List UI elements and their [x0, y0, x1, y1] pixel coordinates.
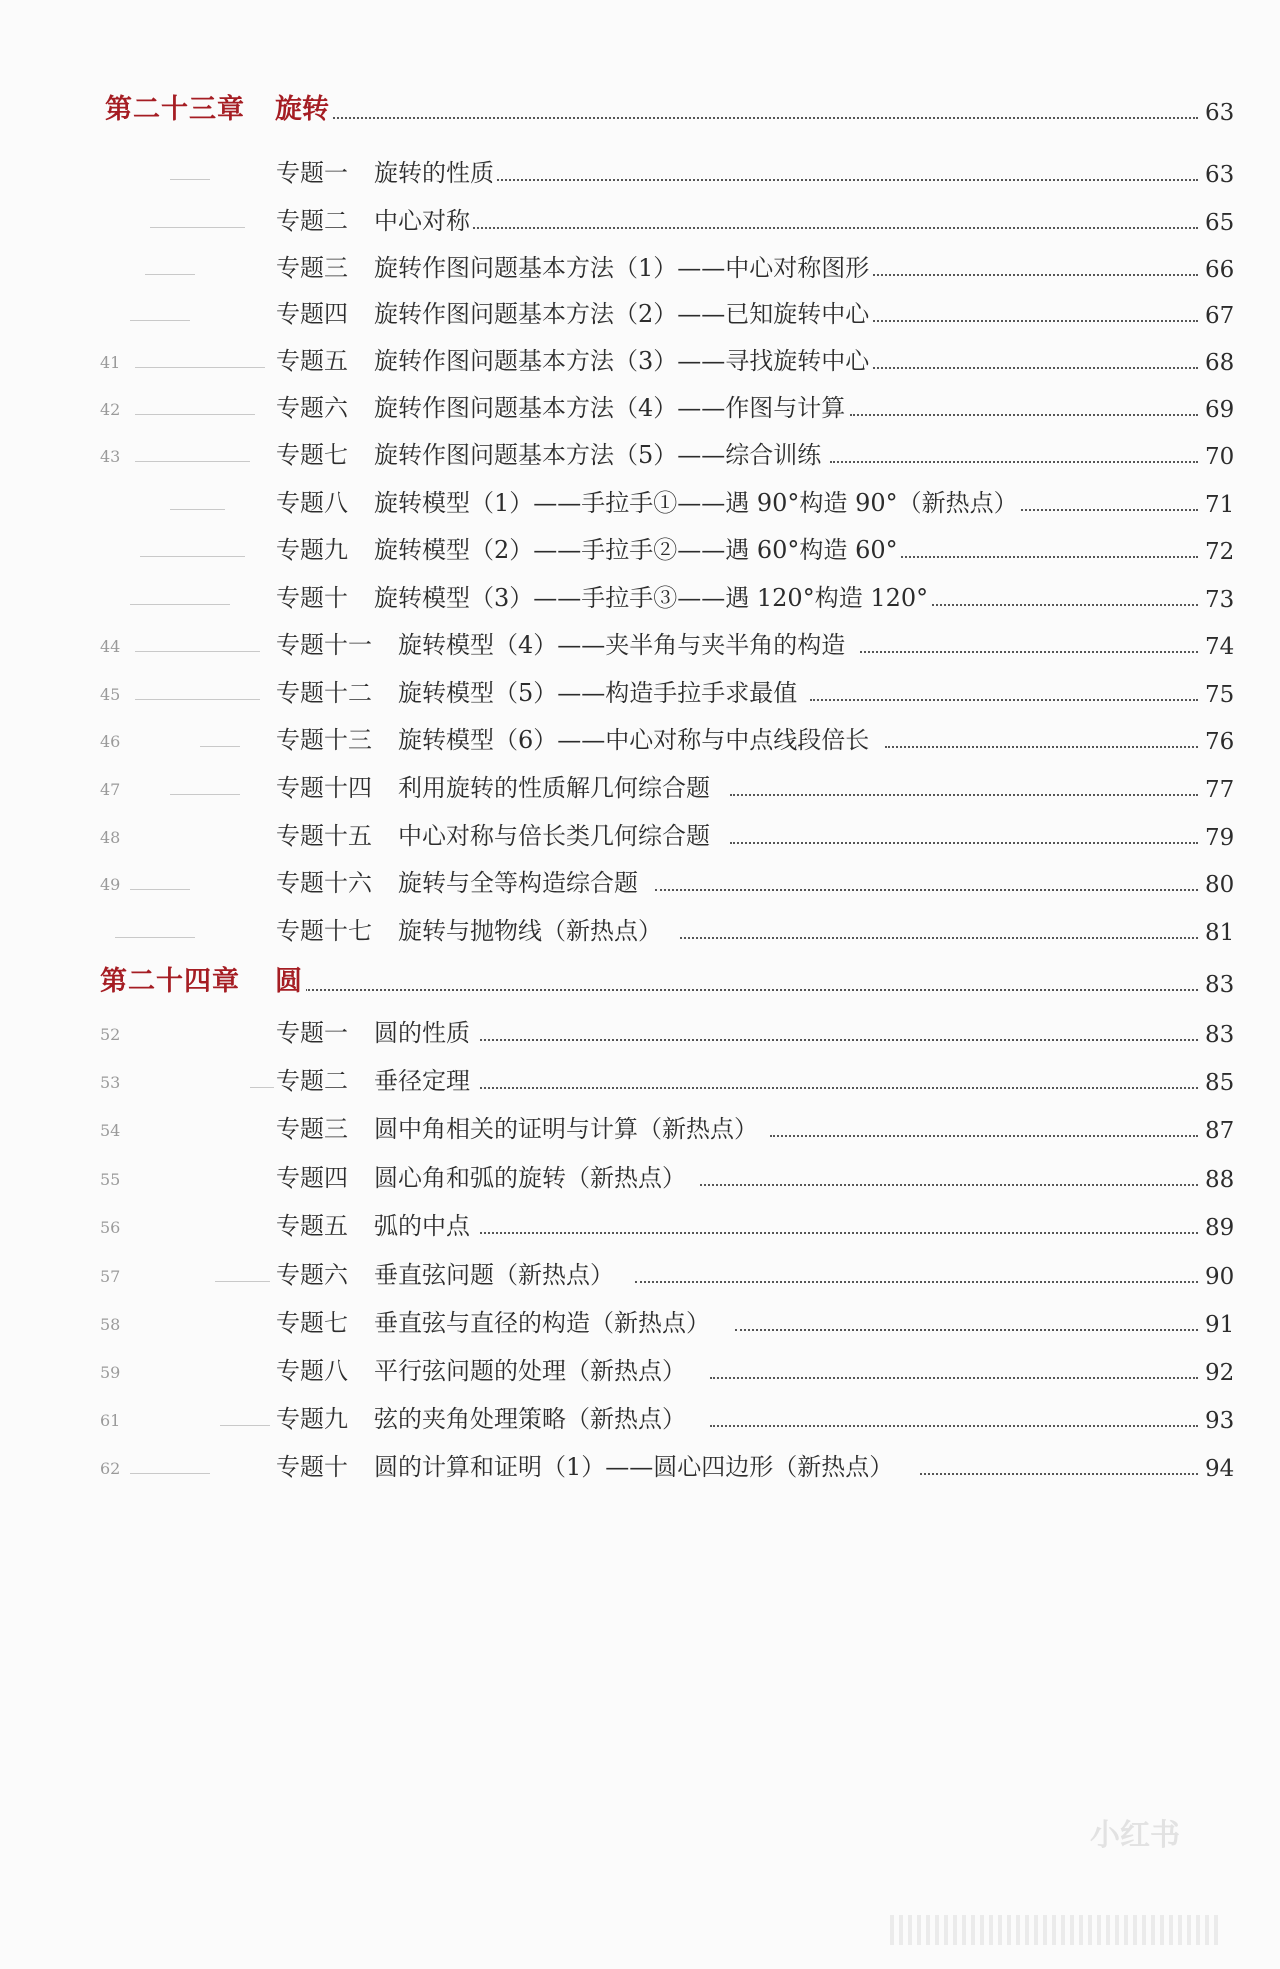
margin-line — [250, 1086, 274, 1088]
page-number: 71 — [1205, 492, 1235, 518]
margin-mark: 55 — [100, 1170, 121, 1189]
margin-mark: 59 — [100, 1363, 121, 1382]
page-number: 85 — [1205, 1070, 1235, 1096]
topic-title: 专题六 旋转作图问题基本方法（4）——作图与计算 — [276, 388, 848, 423]
leader-dots — [490, 177, 1198, 181]
toc-entry — [0, 1010, 1280, 1050]
toc-entry — [0, 291, 1280, 331]
toc-entry — [0, 813, 1280, 853]
page-number: 69 — [1205, 397, 1235, 423]
page-number: 90 — [1205, 1264, 1235, 1290]
topic-title: 专题五 弧的中点 — [276, 1206, 473, 1241]
page-number: 66 — [1205, 257, 1235, 283]
margin-mark: 45 — [100, 685, 121, 704]
leader-dots — [480, 1085, 1198, 1089]
margin-line — [130, 1472, 210, 1474]
chapter-heading — [0, 88, 1280, 128]
topic-title: 专题一 圆的性质 — [276, 1013, 473, 1048]
toc-entry — [0, 575, 1280, 615]
margin-line — [220, 1424, 270, 1426]
page-number: 65 — [1205, 210, 1235, 236]
margin-mark: 58 — [100, 1315, 121, 1334]
toc-entry — [0, 765, 1280, 805]
topic-title: 专题二 垂径定理 — [276, 1061, 473, 1096]
margin-line — [130, 888, 190, 890]
margin-mark: 41 — [100, 353, 121, 372]
margin-line — [170, 508, 225, 510]
margin-mark: 43 — [100, 447, 121, 466]
toc-entry — [0, 245, 1280, 285]
toc-entry — [0, 670, 1280, 710]
chapter-title: 第二十三章 — [105, 94, 245, 125]
page-number: 83 — [1205, 1022, 1235, 1048]
chapter-heading — [0, 960, 1280, 1000]
page-number: 81 — [1205, 920, 1235, 946]
leader-dots — [850, 412, 1198, 416]
toc-entry — [0, 1252, 1280, 1292]
toc-entry — [0, 527, 1280, 567]
leader-dots — [700, 1182, 1198, 1186]
page-number: 83 — [1205, 972, 1235, 998]
margin-line — [135, 698, 260, 700]
leader-dots — [730, 840, 1198, 844]
toc-entry — [0, 717, 1280, 757]
margin-line — [135, 413, 255, 415]
margin-line — [140, 555, 245, 557]
chapter-name: 旋转 — [275, 87, 333, 126]
toc-entry — [0, 1444, 1280, 1484]
leader-dots — [890, 554, 1198, 558]
leader-dots — [870, 365, 1198, 369]
leader-dots — [330, 115, 1198, 119]
topic-title: 专题四 圆心角和弧的旋转（新热点） — [276, 1158, 689, 1193]
toc-entry — [0, 908, 1280, 948]
page-number: 77 — [1205, 777, 1235, 803]
toc-entry — [0, 1396, 1280, 1436]
leader-dots — [1010, 507, 1198, 511]
topic-title: 专题九 旋转模型（2）——手拉手②——遇 60°构造 60° — [276, 530, 901, 565]
toc-entry — [0, 385, 1280, 425]
toc-entry — [0, 432, 1280, 472]
margin-mark: 61 — [100, 1411, 121, 1430]
leader-dots — [920, 1471, 1198, 1475]
toc-entry — [0, 1106, 1280, 1146]
leader-dots — [870, 318, 1198, 322]
topic-title: 专题九 弦的夹角处理策略（新热点） — [276, 1399, 689, 1434]
leader-dots — [710, 1375, 1198, 1379]
margin-mark: 46 — [100, 732, 121, 751]
topic-title: 专题八 旋转模型（1）——手拉手①——遇 90°构造 90°（新热点） — [276, 483, 1021, 518]
margin-mark: 47 — [100, 780, 121, 799]
leader-dots — [730, 792, 1198, 796]
leader-dots — [885, 744, 1198, 748]
margin-line — [145, 273, 195, 275]
margin-mark: 48 — [100, 828, 121, 847]
leader-dots — [710, 1423, 1198, 1427]
toc-entry — [0, 338, 1280, 378]
topic-title: 专题十一 旋转模型（4）——夹半角与夹半角的构造 — [276, 625, 848, 660]
margin-line — [130, 319, 190, 321]
leader-dots — [860, 649, 1198, 653]
page-number: 94 — [1205, 1456, 1235, 1482]
page-number: 87 — [1205, 1118, 1235, 1144]
page-number: 92 — [1205, 1360, 1235, 1386]
topic-title: 专题四 旋转作图问题基本方法（2）——已知旋转中心 — [276, 294, 872, 329]
topic-title: 专题一 旋转的性质 — [276, 153, 497, 188]
margin-line — [115, 936, 195, 938]
topic-title: 专题十四 利用旋转的性质解几何综合题 — [276, 768, 713, 803]
scan-artifact — [890, 1915, 1220, 1945]
watermark: 小红书 — [1090, 1818, 1180, 1853]
topic-title: 专题十 圆的计算和证明（1）——圆心四边形（新热点） — [276, 1447, 896, 1482]
page-number: 68 — [1205, 350, 1235, 376]
leader-dots — [655, 887, 1198, 891]
leader-dots — [830, 459, 1198, 463]
topic-title: 专题十六 旋转与全等构造综合题 — [276, 863, 641, 898]
topic-title: 专题三 旋转作图问题基本方法（1）——中心对称图形 — [276, 248, 872, 283]
margin-mark: 62 — [100, 1459, 121, 1478]
topic-title: 专题八 平行弦问题的处理（新热点） — [276, 1351, 689, 1386]
page-number: 89 — [1205, 1215, 1235, 1241]
margin-line — [135, 460, 250, 462]
leader-dots — [480, 1037, 1198, 1041]
toc-entry — [0, 1203, 1280, 1243]
chapter-title: 第二十四章 — [100, 966, 240, 997]
toc-entry — [0, 1058, 1280, 1098]
topic-title: 专题十七 旋转与抛物线（新热点） — [276, 911, 665, 946]
margin-mark: 57 — [100, 1267, 121, 1286]
toc-entry — [0, 622, 1280, 662]
chapter-name: 圆 — [275, 959, 306, 998]
margin-mark: 42 — [100, 400, 121, 419]
leader-dots — [870, 272, 1198, 276]
leader-dots — [810, 697, 1198, 701]
page-number: 79 — [1205, 825, 1235, 851]
page-number: 91 — [1205, 1312, 1235, 1338]
margin-line — [170, 178, 210, 180]
toc-entry — [0, 198, 1280, 238]
page-number: 63 — [1205, 162, 1235, 188]
margin-line — [200, 745, 240, 747]
margin-line — [170, 793, 240, 795]
topic-title: 专题五 旋转作图问题基本方法（3）——寻找旋转中心 — [276, 341, 872, 376]
leader-dots — [470, 225, 1198, 229]
toc-entry — [0, 1155, 1280, 1195]
page-number: 70 — [1205, 444, 1235, 470]
toc-entry — [0, 150, 1280, 190]
leader-dots — [735, 1327, 1198, 1331]
leader-dots — [680, 935, 1198, 939]
topic-title: 专题三 圆中角相关的证明与计算（新热点） — [276, 1109, 761, 1144]
topic-title: 专题十 旋转模型（3）——手拉手③——遇 120°构造 120° — [276, 578, 931, 613]
margin-mark: 52 — [100, 1025, 121, 1044]
margin-line — [150, 226, 245, 228]
page-number: 76 — [1205, 729, 1235, 755]
page-number: 75 — [1205, 682, 1235, 708]
topic-title: 专题七 垂直弦与直径的构造（新热点） — [276, 1303, 713, 1338]
margin-mark: 49 — [100, 875, 121, 894]
leader-dots — [770, 1133, 1198, 1137]
page-number: 72 — [1205, 539, 1235, 565]
margin-line — [135, 366, 265, 368]
topic-title: 专题十五 中心对称与倍长类几何综合题 — [276, 816, 713, 851]
topic-title: 专题六 垂直弦问题（新热点） — [276, 1255, 617, 1290]
leader-dots — [480, 1230, 1198, 1234]
toc-entry — [0, 860, 1280, 900]
toc-entry — [0, 480, 1280, 520]
margin-mark: 54 — [100, 1121, 121, 1140]
margin-mark: 56 — [100, 1218, 121, 1237]
leader-dots — [635, 1279, 1198, 1283]
leader-dots — [305, 987, 1198, 991]
page-number: 73 — [1205, 587, 1235, 613]
topic-title: 专题十三 旋转模型（6）——中心对称与中点线段倍长 — [276, 720, 872, 755]
page-number: 93 — [1205, 1408, 1235, 1434]
margin-mark: 44 — [100, 637, 121, 656]
topic-title: 专题十二 旋转模型（5）——构造手拉手求最值 — [276, 673, 800, 708]
margin-mark: 53 — [100, 1073, 121, 1092]
page-number: 63 — [1205, 100, 1235, 126]
margin-line — [135, 650, 260, 652]
toc-entry — [0, 1348, 1280, 1388]
topic-title: 专题七 旋转作图问题基本方法（5）——综合训练 — [276, 435, 824, 470]
page-number: 80 — [1205, 872, 1235, 898]
margin-line — [215, 1280, 270, 1282]
page-number: 74 — [1205, 634, 1235, 660]
page-number: 88 — [1205, 1167, 1235, 1193]
page-number: 67 — [1205, 303, 1235, 329]
leader-dots — [920, 602, 1198, 606]
toc-entry — [0, 1300, 1280, 1340]
topic-title: 专题二 中心对称 — [276, 201, 473, 236]
margin-line — [130, 603, 230, 605]
